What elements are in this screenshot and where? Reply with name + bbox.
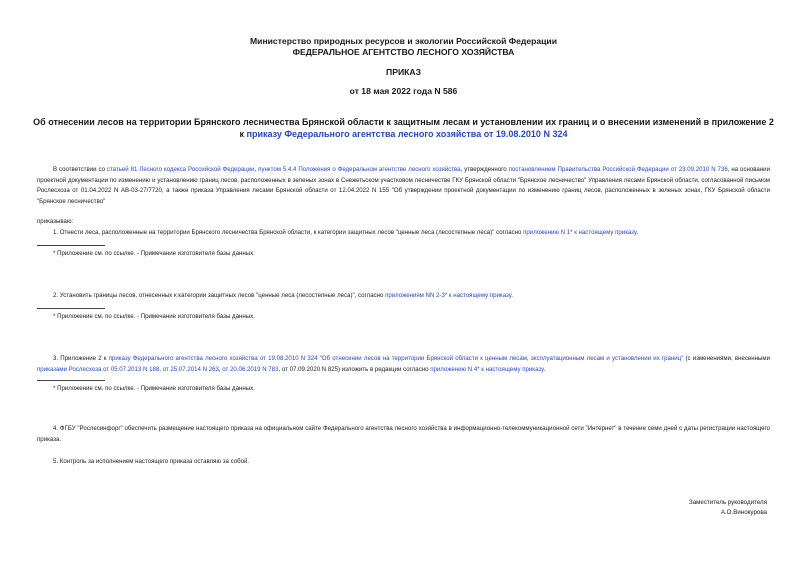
order-188-link[interactable]: приказами Рослесхоза от 05.07.2013 N 188 bbox=[37, 365, 160, 373]
item-4: 4. ФГБУ "Рослесинфорг" обеспечить размещение настоящего приказа на официальном сайте Федерального агентства лесного хозяйства в информационно-телекоммуникационной сети "Интернет" в течение семи дней с даты регистрации настоящего приказа. bbox=[37, 425, 770, 443]
doc-date-number: от 18 мая 2022 года N 586 bbox=[349, 86, 458, 96]
doc-title-line2: к приказу Федерального агентства лесного хозяйства от 19.08.2010 N 324 bbox=[239, 129, 568, 139]
appendix-1-link[interactable]: приложению N 1* к настоящему приказу bbox=[523, 229, 637, 236]
footnote-divider bbox=[37, 245, 105, 246]
order-324-link[interactable]: приказу Федерального агентства лесного хозяйства от 19.08.2010 N 324 bbox=[246, 129, 568, 139]
signature-name: А.О.Винокурова bbox=[720, 509, 767, 516]
item-5: 5. Контроль за исполнением настоящего приказа оставляю за собой. bbox=[53, 458, 250, 465]
agency-heading: ФЕДЕРАЛЬНОЕ АГЕНТСТВО ЛЕСНОГО ХОЗЯЙСТВА bbox=[292, 47, 515, 57]
appendix-2-3-link[interactable]: приложениям NN 2-3* к настоящему приказу bbox=[385, 292, 512, 299]
item-2: 2. Установить границы лесов, отнесенных к категории защитных лесов "ценные леса (лесостепные леса)", согласно приложениям NN 2-3* к настоящему приказу. bbox=[53, 292, 513, 299]
item-1: 1. Отнести леса, расположенные на территории Брянского лесничества Брянской области, к категории защитных лесов "ценные леса (лесостепные леса)" согласно приложению N 1* к настоящему приказу. bbox=[53, 229, 639, 236]
appendix-4-link[interactable]: приложению N 4* к настоящему приказу bbox=[430, 365, 544, 373]
item-3: 3. Приложение 2 к приказу Федерального агентства лесного хозяйства от 19.08.2010 N 324 "Об отнесении лесов на территории Брянской области к ценным лесам, эксплуатационным лесам и установлении их границ" (с изменениями, внесенными приказами Рослесхоза от 05.07.2013 N 188, от 25.07.2014 N 263, от 20.06.2019 N 783, от 07.09.2020 N 825) изложить в редакции согласно приложению N 4* к настоящему приказу. bbox=[37, 355, 770, 373]
preamble-paragraph: В соответствии со статьей 81 Лесного кодекса Российской Федерации, пунктом 5.4.4 Положения о Федеральном агентстве лесного хозяйства, утвержденного постановлением Правительства Российской Федерации от 23.09.2010 N 736, на основании проектной документации по изменению и установлению границ лесов, расположенных в зеленых зонах в Снежетьском участковом лесничестве ГКУ Брянской области "Брянское лесничество" Управления лесами Брянской области, согласованной письмом Рослесхоза от 01.04.2022 N АВ-03-27/7720, а также приказа Управления лесами Брянской области от 12.04.2022 N 155 "Об утверждении проектной документации по изменению границ лесов, расположенных в зеленых зонах, ГКУ Брянской области "Брянское лесничество" bbox=[37, 166, 770, 205]
footnote-2: * Приложение см. по ссылке. - Примечание изготовителя базы данных. bbox=[53, 313, 255, 320]
government-decree-link[interactable]: постановлением Правительства Российской Федерации от 23.09.2010 N 736 bbox=[508, 166, 728, 173]
forest-code-link[interactable]: статьей 81 Лесного кодекса Российской Федерации bbox=[106, 166, 255, 173]
order-263-link[interactable]: от 25.07.2014 N 263 bbox=[162, 365, 219, 373]
order-324-link-2[interactable]: приказу Федерального агентства лесного хозяйства от 19.08.2010 N 324 "Об отнесении лесов на территории Брянской области к ценным лесам, эксплуатационным лесам и установлении их границ" bbox=[108, 355, 684, 362]
regulation-link[interactable]: пунктом 5.4.4 Положения о Федеральном агентстве лесного хозяйства bbox=[258, 166, 461, 173]
ministry-heading: Министерство природных ресурсов и экологии Российской Федерации bbox=[250, 36, 557, 46]
signature-position: Заместитель руководителя bbox=[688, 499, 767, 506]
doc-title: Об отнесении лесов на территории Брянского лесничества Брянской области к защитным лесам и установлении их границ и о внесении изменений в приложение 2 bbox=[33, 117, 774, 127]
footnote-3: * Приложение см. по ссылке. - Примечание изготовителя базы данных. bbox=[53, 385, 255, 392]
doc-type: ПРИКАЗ bbox=[386, 67, 421, 77]
order-word: приказываю: bbox=[37, 218, 74, 225]
footnote-1: * Приложение см. по ссылке. - Примечание изготовителя базы данных. bbox=[53, 250, 255, 257]
footnote-divider bbox=[37, 380, 105, 381]
footnote-divider bbox=[37, 308, 105, 309]
order-783-link[interactable]: от 20.06.2019 N 783 bbox=[222, 365, 279, 373]
